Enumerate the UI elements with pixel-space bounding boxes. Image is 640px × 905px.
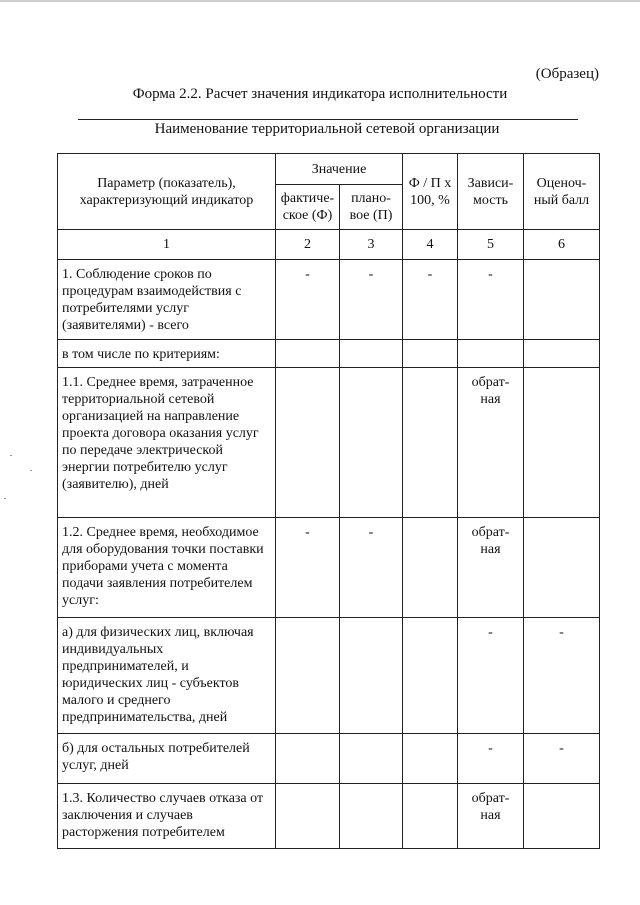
row-score <box>524 340 600 368</box>
table-row <box>58 518 600 618</box>
row-ratio <box>403 518 458 618</box>
row-dependency <box>458 340 524 368</box>
row-score: - <box>524 734 600 784</box>
column-number: 6 <box>524 230 600 260</box>
table-row <box>58 784 600 849</box>
row-actual: - <box>276 260 340 340</box>
table-row <box>58 368 600 518</box>
row-planned <box>340 784 403 849</box>
row-actual <box>276 618 340 734</box>
row-score <box>524 260 600 340</box>
table-row <box>58 734 600 784</box>
org-caption: Наименование территориальной сетевой организации <box>154 121 500 137</box>
column-number: 1 <box>58 230 276 260</box>
row-parameter: 1.2. Среднее время, необходимое для оборудования точки поставки приборами учета с момента подачи заявления потребителем услуг: <box>58 518 276 618</box>
row-actual <box>276 368 340 518</box>
column-number: 2 <box>276 230 340 260</box>
row-parameter: в том числе по критериям: <box>58 340 276 368</box>
header-ratio: Ф / П х 100, % <box>403 154 458 230</box>
column-number: 5 <box>458 230 524 260</box>
row-parameter: б) для остальных потребителей услуг, дней <box>58 734 276 784</box>
row-planned <box>340 340 403 368</box>
row-score <box>524 368 600 518</box>
row-score <box>524 518 600 618</box>
row-parameter: 1.3. Количество случаев отказа от заключения и случаев расторжения потребителем <box>58 784 276 849</box>
row-parameter: 1.1. Среднее время, затраченное территориальной сетевой организацией на направление проекта договора оказания услуг по передаче электрической энергии потребителю услуг (заявителю), дней <box>58 368 276 518</box>
scan-speck <box>4 498 6 499</box>
scan-speck <box>30 470 32 471</box>
row-actual <box>276 784 340 849</box>
row-planned <box>340 618 403 734</box>
indicator-table <box>57 153 600 849</box>
row-dependency: - <box>458 618 524 734</box>
row-actual <box>276 734 340 784</box>
row-ratio <box>403 340 458 368</box>
header-dependency: Зависи-мость <box>458 154 524 230</box>
row-score: - <box>524 618 600 734</box>
row-parameter: 1. Соблюдение сроков по процедурам взаимодействия с потребителями услуг (заявителями) - всего <box>58 260 276 340</box>
form-title: Форма 2.2. Расчет значения индикатора исполнительности <box>132 86 508 102</box>
row-planned: - <box>340 518 403 618</box>
header-planned: плано-вое (П) <box>340 185 403 230</box>
scan-edge <box>0 0 640 2</box>
column-number: 4 <box>403 230 458 260</box>
column-number: 3 <box>340 230 403 260</box>
table-row <box>58 260 600 340</box>
row-actual <box>276 340 340 368</box>
table-row <box>58 618 600 734</box>
header-parameter: Параметр (показатель), характеризующий индикатор <box>58 154 276 230</box>
row-dependency: обрат-ная <box>458 368 524 518</box>
row-parameter: а) для физических лиц, включая индивидуальных предпринимателей, и юридических лиц - субъектов малого и среднего предпринимательства, дней <box>58 618 276 734</box>
header-actual: фактиче-ское (Ф) <box>276 185 340 230</box>
row-score <box>524 784 600 849</box>
row-ratio <box>403 368 458 518</box>
row-ratio: - <box>403 260 458 340</box>
row-planned <box>340 734 403 784</box>
row-ratio <box>403 734 458 784</box>
sample-label: (Образец) <box>535 66 599 82</box>
row-dependency: - <box>458 734 524 784</box>
row-planned <box>340 368 403 518</box>
row-ratio <box>403 784 458 849</box>
header-value-group: Значение <box>276 154 403 185</box>
header-score: Оценоч-ный балл <box>524 154 600 230</box>
row-ratio <box>403 618 458 734</box>
scan-speck <box>10 455 12 456</box>
row-actual: - <box>276 518 340 618</box>
row-dependency: обрат-ная <box>458 518 524 618</box>
row-dependency: обрат-ная <box>458 784 524 849</box>
org-name-line <box>78 119 578 120</box>
row-planned: - <box>340 260 403 340</box>
table-row <box>58 340 600 368</box>
row-dependency: - <box>458 260 524 340</box>
